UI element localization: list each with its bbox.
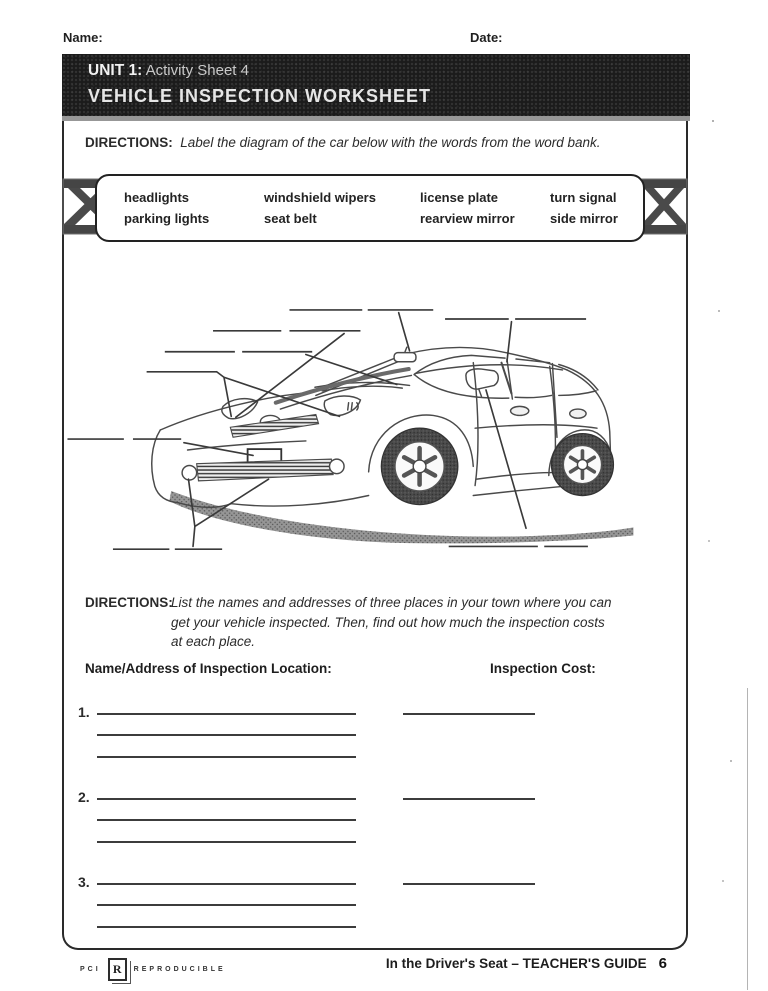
word-bank-item: side mirror	[550, 211, 618, 226]
date-label: Date:	[470, 30, 503, 45]
footer-publisher	[80, 958, 226, 981]
address-line	[97, 883, 356, 885]
scan-edge-artifact	[747, 688, 748, 990]
name-label: Name:	[63, 30, 103, 45]
publisher-label: PCI	[80, 966, 101, 973]
page-title: VEHICLE INSPECTION WORKSHEET	[88, 86, 432, 106]
address-line	[97, 713, 356, 715]
word-bank-item: seat belt	[264, 211, 317, 226]
directions-2	[85, 593, 677, 652]
directions-2-text: List the names and addresses of three places in your town where you can get your vehicle inspected. Then, find out how much the inspection costs at each place.	[171, 595, 612, 650]
row-number: 2.	[78, 789, 90, 805]
address-line	[97, 819, 356, 821]
word-bank	[95, 174, 645, 242]
x-ornament-right-icon	[640, 177, 688, 236]
word-bank-item: rearview mirror	[420, 211, 515, 226]
address-line	[97, 756, 356, 758]
book-title: In the Driver's Seat – TEACHER'S GUIDE	[385, 956, 647, 971]
directions-1-text: Label the diagram of the car below with the words from the word bank.	[180, 135, 601, 150]
word-bank-item: license plate	[420, 190, 499, 205]
cost-column-header: Inspection Cost:	[490, 661, 596, 676]
unit-number: UNIT 1:	[88, 62, 143, 79]
directions-1-label: DIRECTIONS:	[85, 135, 173, 150]
directions-1	[85, 133, 665, 153]
reproducible-label: REPRODUCIBLE	[133, 966, 226, 973]
cost-line	[403, 883, 535, 885]
word-bank-item: windshield wipers	[264, 190, 376, 205]
car-drawing	[152, 347, 612, 507]
word-bank-item: parking lights	[124, 211, 210, 226]
pci-r-logo-icon: R	[108, 958, 127, 981]
directions-2-label: DIRECTIONS:	[85, 595, 173, 610]
address-line	[97, 904, 356, 906]
cost-line	[403, 798, 535, 800]
footer-book-info	[386, 955, 667, 972]
worksheet-frame	[62, 121, 688, 950]
page-number: 6	[658, 955, 667, 972]
address-line	[97, 841, 356, 843]
address-line	[97, 798, 356, 800]
word-bank-item: headlights	[124, 190, 190, 205]
row-number: 3.	[78, 874, 90, 890]
inspection-row	[78, 698, 678, 770]
scan-noise	[712, 120, 714, 122]
address-line	[97, 926, 356, 928]
inspection-row	[78, 868, 678, 940]
sheet-label: Activity Sheet 4	[142, 62, 249, 79]
unit-banner	[62, 54, 690, 121]
address-line	[97, 734, 356, 736]
row-number: 1.	[78, 704, 90, 720]
unit-subtitle	[88, 62, 249, 80]
word-bank-item: turn signal	[550, 190, 617, 205]
cost-line	[403, 713, 535, 715]
location-column-header: Name/Address of Inspection Location:	[85, 661, 332, 676]
inspection-row	[78, 783, 678, 855]
car-diagram	[62, 275, 688, 585]
